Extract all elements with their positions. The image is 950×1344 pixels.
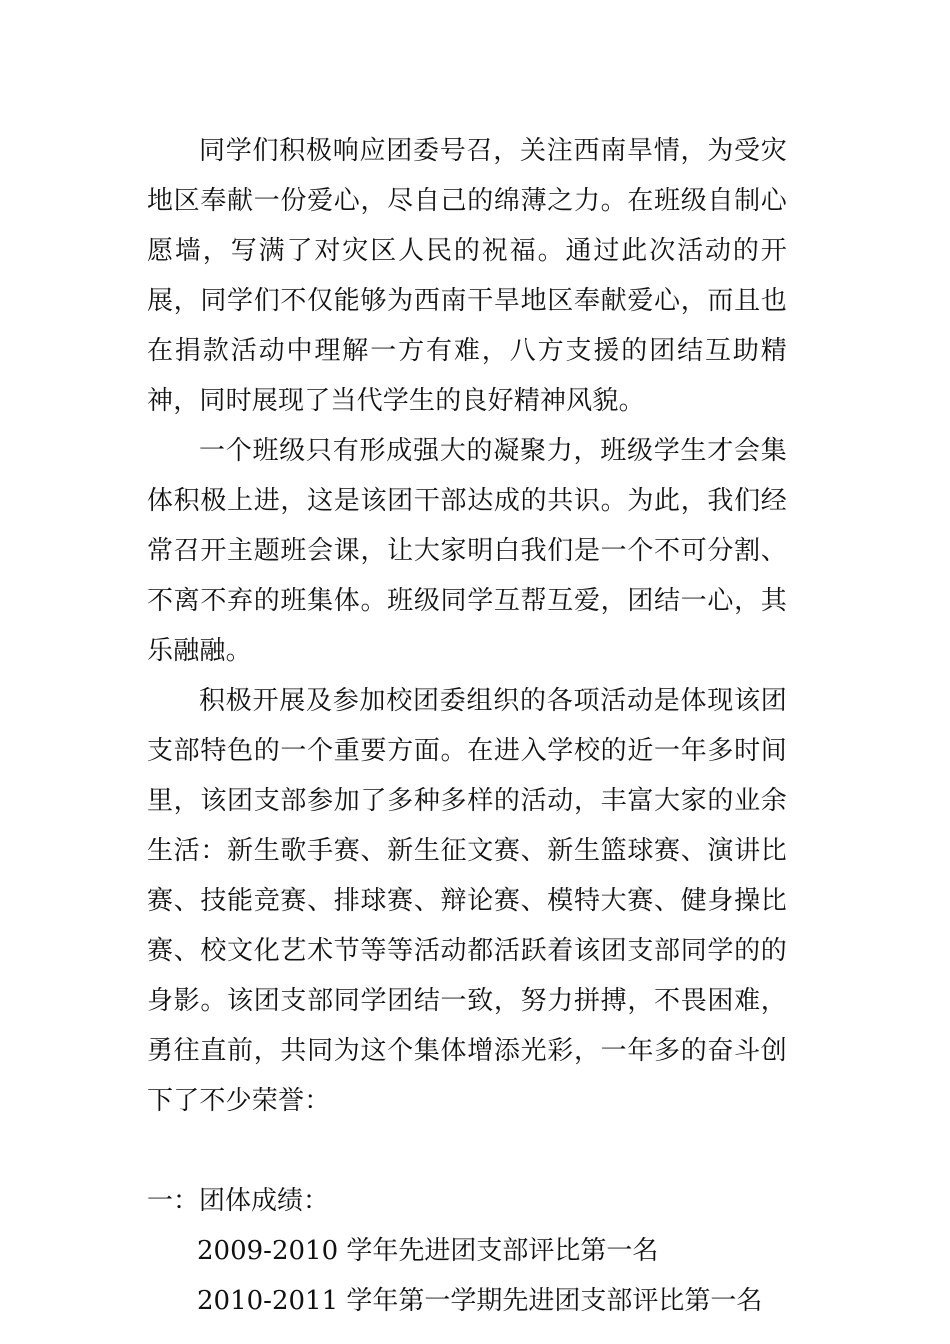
paragraph-class-cohesion: 一个班级只有形成强大的凝聚力，班级学生才会集体积极上进，这是该团干部达成的共识。为此，我们经常召开主题班会课，让大家明白我们是一个不可分割、不离不弃的班集体。班级同学互帮互爱，团结一心，其乐融融。 <box>147 436 787 666</box>
paragraph-activities: 积极开展及参加校团委组织的各项活动是体现该团支部特色的一个重要方面。在进入学校的近一年多时间里，该团支部参加了多种多样的活动，丰富大家的业余生活：新生歌手赛、新生征文赛、新生篮球赛、演讲比赛、技能竞赛、排球赛、辩论赛、模特大赛、健身操比赛、校文化艺术节等等活动都活跃着该团支部同学的的身影。该团支部同学团结一致，努力拼搏，不畏困难，勇往直前，共同为这个集体增添光彩，一年多的奋斗创下了不少荣誉： <box>147 686 787 1116</box>
document-body <box>147 126 787 1326</box>
blank-line <box>147 1126 787 1176</box>
award-item: 2010-2011 学年第一学期先进团支部评比第一名 <box>197 1286 763 1316</box>
section-heading-team-results: 一：团体成绩： <box>147 1186 330 1216</box>
paragraph-drought-relief: 同学们积极响应团委号召，关注西南旱情，为受灾地区奉献一份爱心，尽自己的绵薄之力。在班级自制心愿墙，写满了对灾区人民的祝福。通过此次活动的开展，同学们不仅能够为西南干旱地区奉献爱心，而且也在捐款活动中理解一方有难，八方支援的团结互助精神，同时展现了当代学生的良好精神风貌。 <box>147 136 787 416</box>
award-item: 2009-2010 学年先进团支部评比第一名 <box>197 1236 659 1266</box>
